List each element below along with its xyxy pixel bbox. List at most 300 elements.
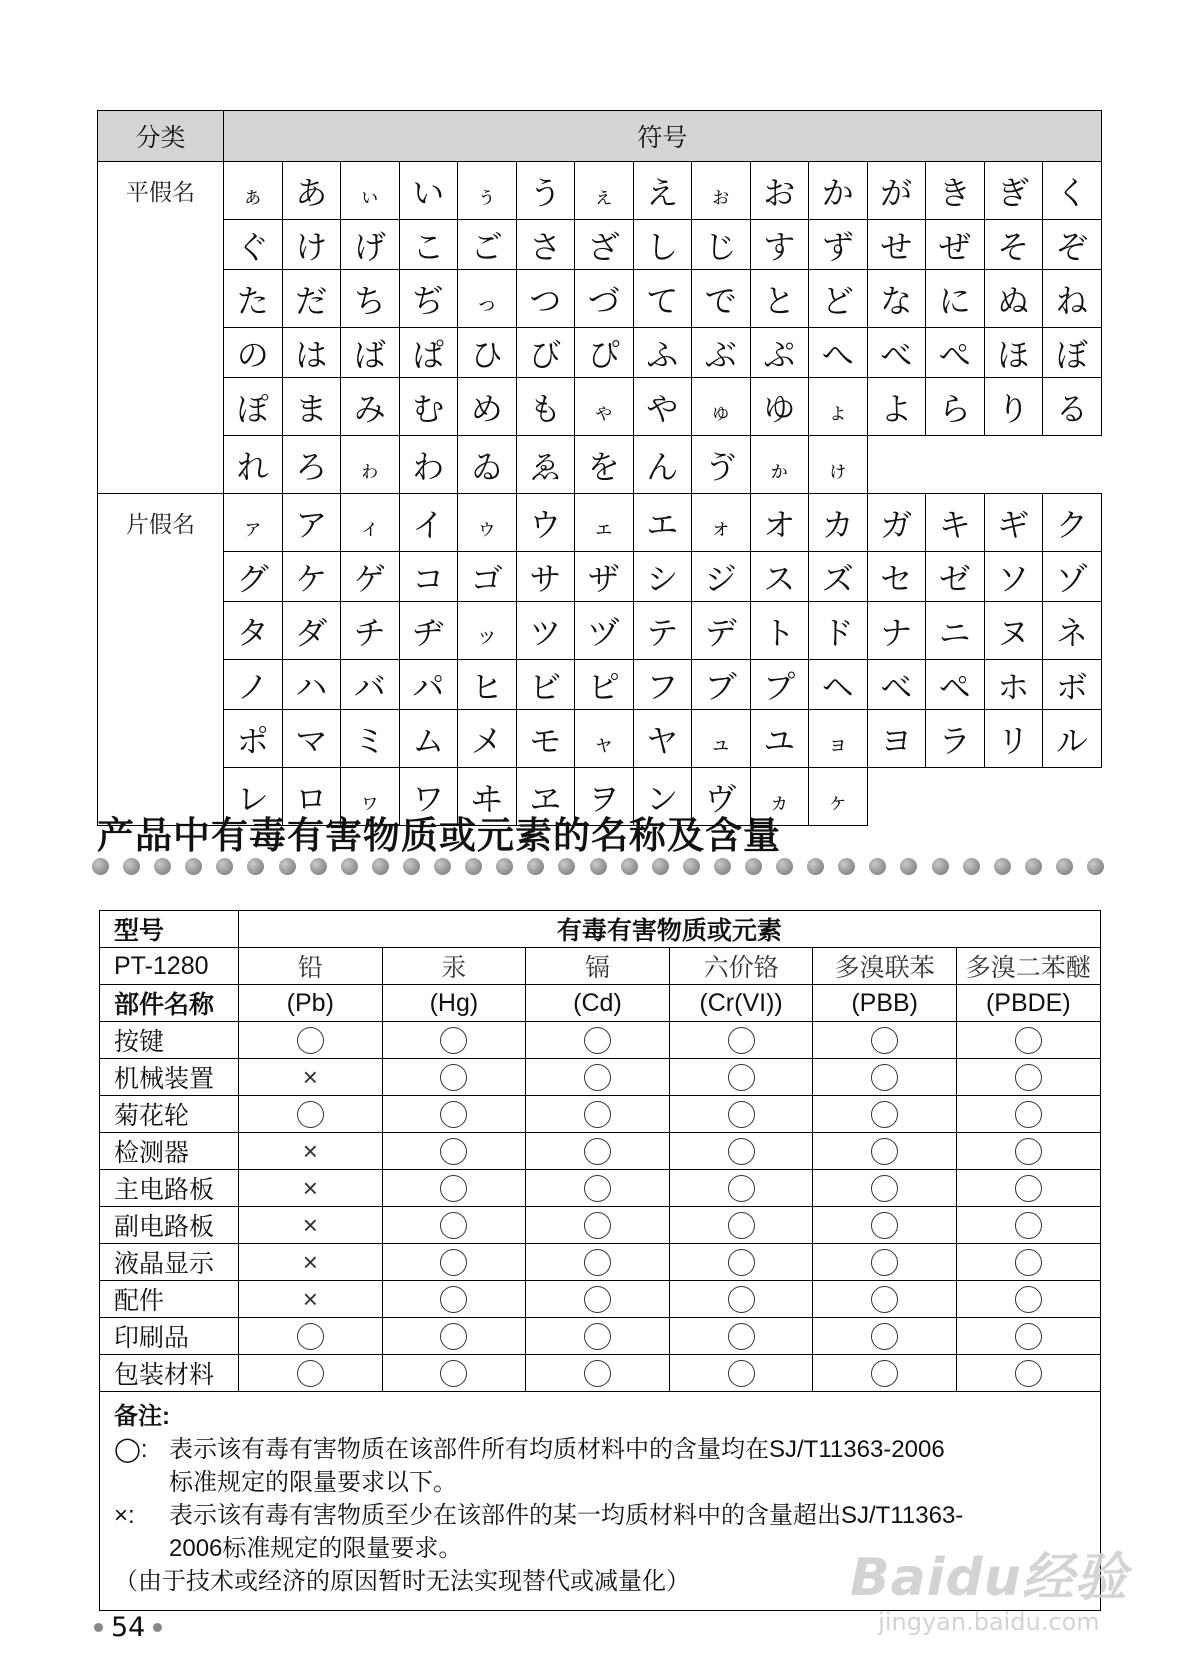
kana-cell: ヲ [575, 768, 634, 826]
kana-cell: サ [516, 552, 575, 602]
kana-cell: ラ [926, 710, 985, 768]
kana-cell: ヶ [809, 768, 868, 826]
part-row [100, 1170, 1101, 1207]
divider-dot [932, 858, 949, 875]
mark-cell [239, 1059, 383, 1096]
kana-cell: ッ [458, 602, 517, 660]
substance-symbol: (Cd) [526, 985, 670, 1022]
part-row [100, 1059, 1101, 1096]
kana-cell: リ [984, 710, 1043, 768]
kana-cell: ワ [399, 768, 458, 826]
kana-cell: ノ [224, 660, 283, 710]
circle-mark-icon [1015, 1027, 1042, 1054]
part-name-label: 部件名称 [100, 985, 239, 1022]
kana-cell: ヘ [809, 660, 868, 710]
kana-cell: ジ [692, 552, 751, 602]
kana-cell: あ [282, 162, 341, 220]
mark-cell [669, 1096, 813, 1133]
kana-cell: ヒ [458, 660, 517, 710]
divider-dot [341, 858, 358, 875]
kana-cell: べ [867, 328, 926, 378]
hiragana-row [98, 162, 1102, 220]
divider-dot [279, 858, 296, 875]
mark-cell [382, 1318, 526, 1355]
substance-name: 汞 [382, 948, 526, 985]
divider-dot [372, 858, 389, 875]
divider-dot [1087, 858, 1104, 875]
divider-dot [123, 858, 140, 875]
kana-cell: ま [282, 378, 341, 436]
kana-cell: が [867, 162, 926, 220]
circle-mark-icon [728, 1286, 755, 1313]
kana-cell: コ [399, 552, 458, 602]
circle-mark-icon [297, 1101, 324, 1128]
divider-dot [838, 858, 855, 875]
part-row [100, 1207, 1101, 1244]
circle-mark-icon [440, 1323, 467, 1350]
mark-cell [526, 1022, 670, 1059]
divider-dot [807, 858, 824, 875]
kana-cell: ゎ [341, 436, 400, 494]
kana-cell: を [575, 436, 634, 494]
circle-mark-icon [871, 1027, 898, 1054]
circle-mark-icon [1015, 1286, 1042, 1313]
circle-mark-icon [297, 1360, 324, 1387]
cross-mark-icon: × [302, 1209, 318, 1240]
circle-mark-icon [728, 1175, 755, 1202]
divider-dot [185, 858, 202, 875]
kana-cell: ぽ [224, 378, 283, 436]
circle-mark-icon [440, 1138, 467, 1165]
circle-mark-icon [297, 1027, 324, 1054]
divider-dot [714, 858, 731, 875]
substance-symbol: (Cr(VI)) [669, 985, 813, 1022]
kana-cell: ス [750, 552, 809, 602]
circle-mark-icon [871, 1323, 898, 1350]
mark-cell [956, 1318, 1100, 1355]
kana-cell: ビ [516, 660, 575, 710]
divider-dot [590, 858, 607, 875]
kana-cell: ヵ [750, 768, 809, 826]
kana-cell: ち [341, 270, 400, 328]
circle-mark-icon [871, 1249, 898, 1276]
circle-mark-icon [584, 1064, 611, 1091]
part-row [100, 1022, 1101, 1059]
substance-name-row [100, 948, 1101, 985]
kana-cell: ひ [458, 328, 517, 378]
mark-cell [669, 1133, 813, 1170]
kana-symbol-table [97, 110, 1102, 826]
kana-cell: グ [224, 552, 283, 602]
circle-mark-icon [584, 1323, 611, 1350]
circle-mark-icon [1015, 1064, 1042, 1091]
symbols-header: 符号 [224, 111, 1102, 162]
circle-mark-icon [728, 1360, 755, 1387]
kana-cell: ぇ [575, 162, 634, 220]
note-circle-line1: 表示该有毒有害物质在该部件所有均质材料中的含量均在SJ/T11363-2006 [169, 1436, 945, 1463]
kana-cell: セ [867, 552, 926, 602]
divider-dot [434, 858, 451, 875]
kana-cell: ソ [984, 552, 1043, 602]
mark-cell [956, 1059, 1100, 1096]
kana-cell: こ [399, 220, 458, 270]
kana-cell: カ [809, 494, 868, 552]
divider-dot [745, 858, 762, 875]
kana-cell: ダ [282, 602, 341, 660]
mark-cell [669, 1355, 813, 1392]
mark-cell [526, 1244, 670, 1281]
circle-mark-icon [584, 1360, 611, 1387]
kana-cell: ミ [341, 710, 400, 768]
kana-cell: ぅ [458, 162, 517, 220]
mark-cell [526, 1355, 670, 1392]
katakana-row [98, 494, 1102, 552]
kana-cell: つ [516, 270, 575, 328]
kana-cell: す [750, 220, 809, 270]
kana-cell: ピ [575, 660, 634, 710]
empty-cell [867, 436, 1101, 494]
kana-cell: ゕ [750, 436, 809, 494]
kana-cell: ィ [341, 494, 400, 552]
kana-cell: よ [867, 378, 926, 436]
kana-cell: く [1043, 162, 1102, 220]
mark-cell [956, 1170, 1100, 1207]
katakana-row [98, 660, 1102, 710]
cross-mark-icon: ×: [114, 1502, 135, 1529]
circle-mark-icon [584, 1101, 611, 1128]
mark-cell [239, 1133, 383, 1170]
mark-cell [239, 1170, 383, 1207]
kana-cell: シ [633, 552, 692, 602]
kana-cell: ズ [809, 552, 868, 602]
divider-dot [652, 858, 669, 875]
kana-table-header [98, 111, 1102, 162]
part-name: 菊花轮 [100, 1096, 239, 1133]
mark-cell [382, 1355, 526, 1392]
kana-cell: ぐ [224, 220, 283, 270]
kana-cell: ず [809, 220, 868, 270]
substance-symbol-row [100, 985, 1101, 1022]
kana-cell: に [926, 270, 985, 328]
kana-cell: ァ [224, 494, 283, 552]
watermark-logo: Baidu经验 [850, 1548, 1128, 1608]
kana-cell: ほ [984, 328, 1043, 378]
circle-mark-icon [1015, 1175, 1042, 1202]
mark-cell [239, 1281, 383, 1318]
kana-cell: ざ [575, 220, 634, 270]
substance-name: 多溴二苯醚 [956, 948, 1100, 985]
divider-dot [1025, 858, 1042, 875]
mark-cell [526, 1133, 670, 1170]
kana-cell: ぉ [692, 162, 751, 220]
divider-dot [154, 858, 171, 875]
kana-cell: ュ [692, 710, 751, 768]
kana-cell: ろ [282, 436, 341, 494]
kana-cell: ネ [1043, 602, 1102, 660]
mark-cell [526, 1096, 670, 1133]
note-footnote: （由于技术或经济的原因暂时无法实现替代或减量化） [114, 1568, 690, 1595]
part-name: 按键 [100, 1022, 239, 1059]
circle-mark-icon [728, 1064, 755, 1091]
mark-cell [956, 1096, 1100, 1133]
circle-mark-icon [584, 1286, 611, 1313]
mark-cell [956, 1281, 1100, 1318]
kana-cell: ヮ [341, 768, 400, 826]
note-cross [114, 1499, 1086, 1532]
kana-cell: づ [575, 270, 634, 328]
part-name: 检测器 [100, 1133, 239, 1170]
kana-cell: お [750, 162, 809, 220]
circle-mark-icon [728, 1249, 755, 1276]
circle-mark-icon [440, 1101, 467, 1128]
circle-mark-icon [1015, 1360, 1042, 1387]
mark-cell [382, 1096, 526, 1133]
kana-cell: ヴ [692, 768, 751, 826]
kana-cell: ゴ [458, 552, 517, 602]
mark-cell [526, 1318, 670, 1355]
circle-mark-icon [728, 1101, 755, 1128]
kana-cell: モ [516, 710, 575, 768]
mark-cell [239, 1096, 383, 1133]
divider-dot [869, 858, 886, 875]
substance-name: 铅 [239, 948, 383, 985]
kana-cell: メ [458, 710, 517, 768]
circle-mark-icon [1015, 1323, 1042, 1350]
kana-cell: ゅ [692, 378, 751, 436]
section-title: 产品中有毒有害物质或元素的名称及含量 [97, 814, 781, 857]
kana-cell: た [224, 270, 283, 328]
circle-mark-icon [440, 1249, 467, 1276]
mark-cell [669, 1281, 813, 1318]
kana-cell: バ [341, 660, 400, 710]
part-row [100, 1355, 1101, 1392]
part-name: 主电路板 [100, 1170, 239, 1207]
divider-dot [465, 858, 482, 875]
kana-cell: ど [809, 270, 868, 328]
mark-cell [239, 1207, 383, 1244]
kana-cell: エ [633, 494, 692, 552]
hiragana-row [98, 328, 1102, 378]
substance-name: 镉 [526, 948, 670, 985]
kana-cell: む [399, 378, 458, 436]
kana-cell: ベ [867, 660, 926, 710]
mark-cell [526, 1207, 670, 1244]
circle-mark-icon [584, 1175, 611, 1202]
hiragana-row [98, 378, 1102, 436]
category-header: 分类 [98, 111, 224, 162]
kana-cell: や [633, 378, 692, 436]
mark-cell [813, 1022, 957, 1059]
mark-cell [956, 1244, 1100, 1281]
kana-cell: だ [282, 270, 341, 328]
divider-dot [1056, 858, 1073, 875]
circle-mark-icon [440, 1286, 467, 1313]
kana-cell: ン [633, 768, 692, 826]
kana-cell: ヂ [399, 602, 458, 660]
circle-mark-icon [297, 1323, 324, 1350]
kana-cell: と [750, 270, 809, 328]
mark-cell [669, 1207, 813, 1244]
kana-cell: ぱ [399, 328, 458, 378]
mark-cell [956, 1133, 1100, 1170]
mark-cell [382, 1022, 526, 1059]
kana-cell: ぷ [750, 328, 809, 378]
kana-cell: ゆ [750, 378, 809, 436]
model-value: PT-1280 [100, 948, 239, 985]
kana-cell: し [633, 220, 692, 270]
kana-cell: み [341, 378, 400, 436]
note-circle [114, 1433, 1086, 1466]
circle-mark-icon [440, 1064, 467, 1091]
kana-cell: ト [750, 602, 809, 660]
kana-cell: ヱ [516, 768, 575, 826]
divider-dot [963, 858, 980, 875]
kana-cell: で [692, 270, 751, 328]
mark-cell [813, 1170, 957, 1207]
divider-dot [527, 858, 544, 875]
kana-cell: ぴ [575, 328, 634, 378]
mark-cell [956, 1207, 1100, 1244]
circle-mark-icon [1015, 1212, 1042, 1239]
kana-cell: マ [282, 710, 341, 768]
kana-cell: ガ [867, 494, 926, 552]
circle-mark-icon [440, 1360, 467, 1387]
mark-cell [813, 1207, 957, 1244]
part-row [100, 1244, 1101, 1281]
kana-cell: か [809, 162, 868, 220]
dotted-divider [92, 858, 1104, 876]
kana-cell: げ [341, 220, 400, 270]
kana-cell: れ [224, 436, 283, 494]
circle-mark-icon [871, 1212, 898, 1239]
kana-cell: オ [750, 494, 809, 552]
divider-dot [900, 858, 917, 875]
kana-cell: チ [341, 602, 400, 660]
circle-mark-icon [871, 1101, 898, 1128]
mark-cell [239, 1244, 383, 1281]
kana-cell: う [516, 162, 575, 220]
kana-cell: ゥ [458, 494, 517, 552]
part-row [100, 1133, 1101, 1170]
kana-cell: の [224, 328, 283, 378]
mark-cell [813, 1355, 957, 1392]
divider-dot [247, 858, 264, 875]
kana-cell: ヅ [575, 602, 634, 660]
note-cross-line1: 表示该有毒有害物质至少在该部件的某一均质材料中的含量超出SJ/T11363- [169, 1502, 964, 1529]
kana-cell: ナ [867, 602, 926, 660]
kana-cell: レ [224, 768, 283, 826]
kana-cell: ゾ [1043, 552, 1102, 602]
mark-cell [382, 1059, 526, 1096]
circle-mark-icon: ◯: [114, 1436, 148, 1463]
divider-dot [621, 858, 638, 875]
part-row [100, 1281, 1101, 1318]
kana-cell: ニ [926, 602, 985, 660]
kana-cell: ぬ [984, 270, 1043, 328]
mark-cell [813, 1244, 957, 1281]
kana-cell: ロ [282, 768, 341, 826]
kana-cell: ぁ [224, 162, 283, 220]
kana-cell: ホ [984, 660, 1043, 710]
hiragana-category-label: 平假名 [98, 162, 224, 494]
mark-cell [382, 1133, 526, 1170]
katakana-category-label: 片假名 [98, 494, 224, 826]
part-name: 包装材料 [100, 1355, 239, 1392]
mark-cell [239, 1022, 383, 1059]
hiragana-row [98, 270, 1102, 328]
kana-table-body [98, 162, 1102, 826]
mark-cell [526, 1281, 670, 1318]
circle-mark-icon [1015, 1249, 1042, 1276]
substance-name: 多溴联苯 [813, 948, 957, 985]
substance-symbol: (PBB) [813, 985, 957, 1022]
divider-dot [994, 858, 1011, 875]
hazardous-substances-table [99, 910, 1101, 1611]
haz-header-row [100, 911, 1101, 948]
kana-cell: び [516, 328, 575, 378]
circle-mark-icon [871, 1175, 898, 1202]
part-name: 配件 [100, 1281, 239, 1318]
katakana-row [98, 552, 1102, 602]
part-name: 液晶显示 [100, 1244, 239, 1281]
divider-dot [92, 858, 109, 875]
mark-cell [669, 1170, 813, 1207]
mark-cell [813, 1318, 957, 1355]
kana-cell: ば [341, 328, 400, 378]
kana-cell: テ [633, 602, 692, 660]
mark-cell [813, 1281, 957, 1318]
model-label: 型号 [100, 911, 239, 948]
kana-cell: い [399, 162, 458, 220]
kana-cell: め [458, 378, 517, 436]
divider-dot [558, 858, 575, 875]
kana-cell: ょ [809, 378, 868, 436]
mark-cell [669, 1244, 813, 1281]
kana-cell: ん [633, 436, 692, 494]
kana-cell: ヨ [867, 710, 926, 768]
part-row [100, 1096, 1101, 1133]
kana-cell: ゖ [809, 436, 868, 494]
divider-dot [496, 858, 513, 875]
bullet-icon [94, 1623, 103, 1632]
watermark [850, 1535, 1128, 1636]
kana-cell: え [633, 162, 692, 220]
notes-title: 备注: [114, 1403, 170, 1430]
kana-cell: ぜ [926, 220, 985, 270]
part-name: 副电路板 [100, 1207, 239, 1244]
kana-cell: ザ [575, 552, 634, 602]
kana-cell: ド [809, 602, 868, 660]
note-cross-line2: 2006标准规定的限量要求。 [169, 1535, 463, 1562]
circle-mark-icon [440, 1027, 467, 1054]
cross-mark-icon: × [302, 1172, 318, 1203]
kana-cell: ゐ [458, 436, 517, 494]
mark-cell [813, 1059, 957, 1096]
kana-cell: き [926, 162, 985, 220]
kana-cell: ャ [575, 710, 634, 768]
kana-cell: ル [1043, 710, 1102, 768]
part-name: 印刷品 [100, 1318, 239, 1355]
kana-cell: り [984, 378, 1043, 436]
kana-cell: ね [1043, 270, 1102, 328]
substance-symbol: (PBDE) [956, 985, 1100, 1022]
kana-cell: ヌ [984, 602, 1043, 660]
katakana-row [98, 710, 1102, 768]
hiragana-row [98, 436, 1102, 494]
kana-cell: さ [516, 220, 575, 270]
kana-cell: な [867, 270, 926, 328]
mark-cell [669, 1059, 813, 1096]
